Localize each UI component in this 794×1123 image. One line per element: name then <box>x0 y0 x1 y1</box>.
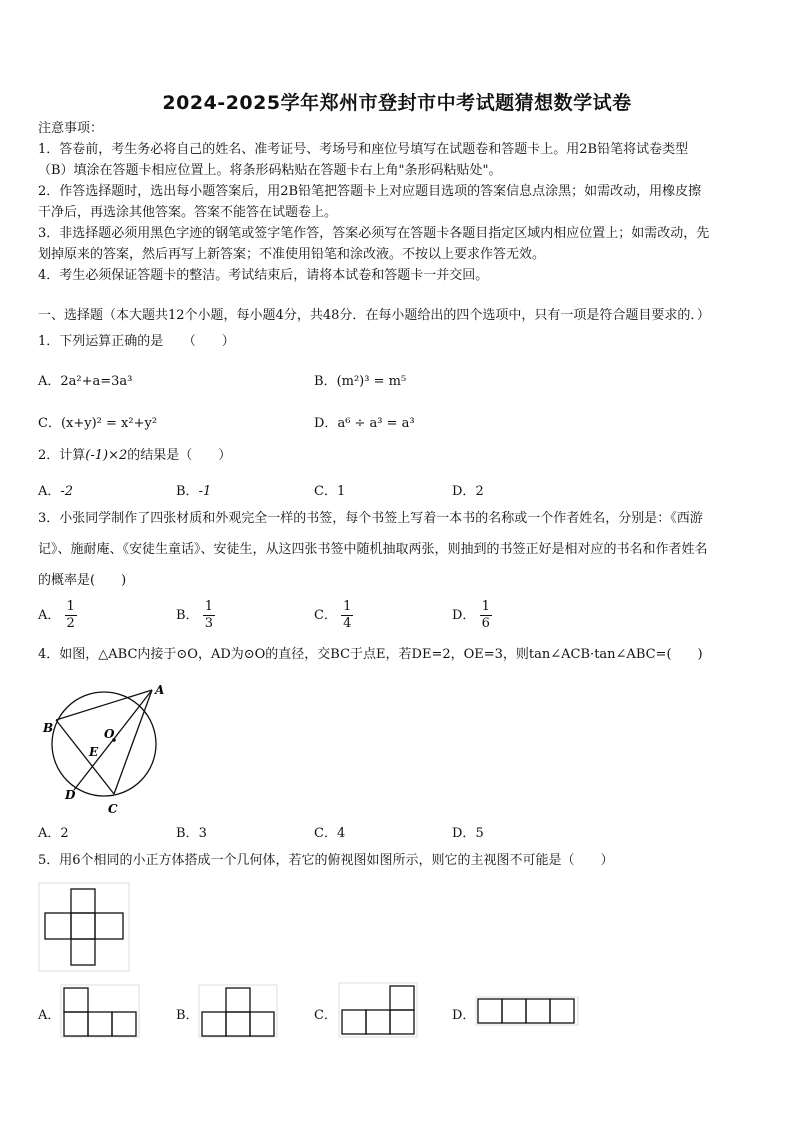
figure-frame <box>199 985 277 1037</box>
option-text: (m²)³ = m⁵ <box>336 374 407 389</box>
cube-face <box>342 1010 366 1034</box>
denominator: 2 <box>66 616 75 631</box>
numerator: 1 <box>66 599 75 614</box>
option-label: D． <box>452 484 476 499</box>
option-label: D． <box>452 608 476 623</box>
label-d: D <box>65 788 76 802</box>
option-text: 2a²+a=3a³ <box>60 374 133 389</box>
cube-face <box>202 1012 226 1036</box>
q3-stem-line3: 的概率是( ) <box>38 573 127 588</box>
q4-option-a[interactable] <box>38 822 69 841</box>
option-text: -2 <box>60 484 74 499</box>
q4-option-d[interactable] <box>452 822 484 841</box>
fraction <box>480 599 492 632</box>
option-text: 5 <box>475 826 484 841</box>
option-text: 2 <box>475 484 484 499</box>
fraction <box>341 599 353 632</box>
cube-face <box>390 986 414 1010</box>
top-view-square <box>71 889 95 913</box>
option-label: B． <box>314 374 337 389</box>
denominator: 4 <box>343 616 352 631</box>
figure-frame <box>476 997 578 1025</box>
cube-face <box>502 999 526 1023</box>
q3-option-d[interactable] <box>452 599 492 632</box>
cube-face <box>112 1012 136 1036</box>
q4-option-b[interactable] <box>176 822 207 841</box>
option-label: C． <box>38 416 61 431</box>
q1-option-b[interactable] <box>314 370 406 389</box>
q3-option-b[interactable] <box>176 599 215 632</box>
option-label: C． <box>314 826 337 841</box>
q5-option-a-figure[interactable] <box>60 984 140 1038</box>
label-e: E <box>89 745 99 759</box>
option-label: A． <box>38 374 61 389</box>
q3-option-c[interactable] <box>314 599 353 632</box>
q2-option-b[interactable] <box>176 480 211 499</box>
q2-option-d[interactable] <box>452 480 484 499</box>
cube-face <box>226 988 250 1012</box>
q3-stem-line2: 记》、施耐庵、《安徒生童话》、安徒生，从这四张书签中随机抽取两张，则抽到的书签正好是相对应的书名和作者姓名 <box>38 542 708 557</box>
q1-stem: 1．下列运算正确的是 （ ） <box>38 334 235 349</box>
option-text: 4 <box>336 826 346 841</box>
top-view-square <box>71 913 95 939</box>
cube-face <box>478 999 502 1023</box>
q4-option-c[interactable] <box>314 822 345 841</box>
cube-face <box>366 1010 390 1034</box>
q5-option-a-label[interactable]: A． <box>38 1008 61 1023</box>
denominator: 6 <box>481 616 490 631</box>
q1-option-c[interactable] <box>38 412 157 431</box>
fraction <box>65 599 77 632</box>
option-label: B． <box>176 608 199 623</box>
q3-option-a[interactable] <box>38 599 77 632</box>
top-view-square <box>71 939 95 965</box>
option-text: 2 <box>60 826 69 841</box>
cube-face <box>526 999 550 1023</box>
q4-circle-figure <box>38 678 178 818</box>
q5-option-b-figure[interactable] <box>198 984 278 1038</box>
option-label: A． <box>38 826 61 841</box>
option-label: C． <box>314 484 337 499</box>
notice-line: 划掉原来的答案，然后再写上新答案；不准使用铅笔和涂改液。不按以上要求作答无效。 <box>38 247 546 262</box>
notice-line: 2．作答选择题时，选出每小题答案后，用2B铅笔把答题卡上对应题目选项的答案信息点涂黑；如需改动，用橡皮擦 <box>38 184 702 199</box>
q1-option-d[interactable] <box>314 412 415 431</box>
cube-face <box>250 1012 274 1036</box>
section-heading: 一、选择题（本大题共12个小题，每小题4分，共48分．在每小题给出的四个选项中，只有一项是符合题目要求的．） <box>38 308 710 323</box>
label-c: C <box>108 802 118 816</box>
option-text: a⁶ ÷ a³ = a³ <box>337 416 415 431</box>
cube-face <box>226 1012 250 1036</box>
top-view-square <box>45 913 71 939</box>
figure-frame <box>39 883 129 971</box>
top-view-square <box>95 913 123 939</box>
numerator: 1 <box>204 599 213 614</box>
option-label: C． <box>314 608 337 623</box>
denominator: 3 <box>204 616 213 631</box>
q5-option-c-label[interactable]: C． <box>314 1008 337 1023</box>
q4-stem: 4．如图，△ABC内接于⊙O，AD为⊙O的直径，交BC于点E，若DE=2，OE=3，则tan∠ACB·tan∠ABC=( ) <box>38 647 703 662</box>
notice-line: 干净后，再选涂其他答案。答案不能答在试题卷上。 <box>38 205 338 220</box>
numerator: 1 <box>343 599 352 614</box>
label-o: O <box>104 727 115 741</box>
label-a: A <box>155 683 165 697</box>
option-label: D． <box>452 826 476 841</box>
q2-stem-post: 的结果是（ ） <box>127 448 232 463</box>
numerator: 1 <box>481 599 490 614</box>
q2-stem-pre: 2．计算 <box>38 448 86 463</box>
segment-ac <box>114 690 152 794</box>
notice-line: 3．非选择题必须用黑色字迹的钢笔或签字笔作答，答案必须写在答题卡各题目指定区域内相应位置上；如需改动，先 <box>38 226 710 241</box>
q2-stem <box>38 446 231 466</box>
cube-face <box>390 1010 414 1034</box>
option-label: A． <box>38 608 61 623</box>
option-text: (x+y)² = x²+y² <box>60 416 158 431</box>
cube-face <box>550 999 574 1023</box>
cube-face <box>64 988 88 1012</box>
fraction <box>203 599 215 632</box>
q5-option-b-label[interactable]: B． <box>176 1008 199 1023</box>
option-label: B． <box>176 826 199 841</box>
option-label: D． <box>314 416 338 431</box>
q3-stem-line1: 3．小张同学制作了四张材质和外观完全一样的书签，每个书签上写着一本书的名称或一个作者姓名，分别是：《西游 <box>38 511 703 526</box>
q5-stem: 5．用6个相同的小正方体搭成一个几何体，若它的俯视图如图所示，则它的主视图不可能是（ ） <box>38 853 614 868</box>
option-label: B． <box>176 484 199 499</box>
q5-option-d-label[interactable]: D． <box>452 1008 476 1023</box>
cube-face <box>88 1012 112 1036</box>
option-text: 1 <box>336 484 346 499</box>
q5-option-d-figure[interactable] <box>475 996 579 1026</box>
notice-line: 4．考生必须保证答题卡的整洁。考试结束后，请将本试卷和答题卡一并交回。 <box>38 268 489 283</box>
label-b: B <box>43 721 54 735</box>
notice-header: 注意事项： <box>38 121 104 136</box>
q2-option-a[interactable] <box>38 480 73 499</box>
q1-option-a[interactable] <box>38 370 132 389</box>
q5-option-c-figure[interactable] <box>338 982 418 1038</box>
q2-option-c[interactable] <box>314 480 345 499</box>
q5-top-view-figure <box>38 882 130 972</box>
option-label: A． <box>38 484 61 499</box>
q2-expression: (-1)×2 <box>85 448 128 463</box>
notice-line: 1．答卷前，考生务必将自己的姓名、准考证号、考场号和座位号填写在试题卷和答题卡上。用2B铅笔将试卷类型 <box>38 142 689 157</box>
cube-face <box>64 1012 88 1036</box>
page-title: 2024-2025学年郑州市登封市中考试题猜想数学试卷 <box>162 92 632 114</box>
option-text: -1 <box>198 484 212 499</box>
option-text: 3 <box>198 826 207 841</box>
figure-frame <box>61 985 139 1037</box>
notice-line: （B）填涂在答题卡相应位置上。将条形码粘贴在答题卡右上角"条形码粘贴处"。 <box>38 163 502 178</box>
